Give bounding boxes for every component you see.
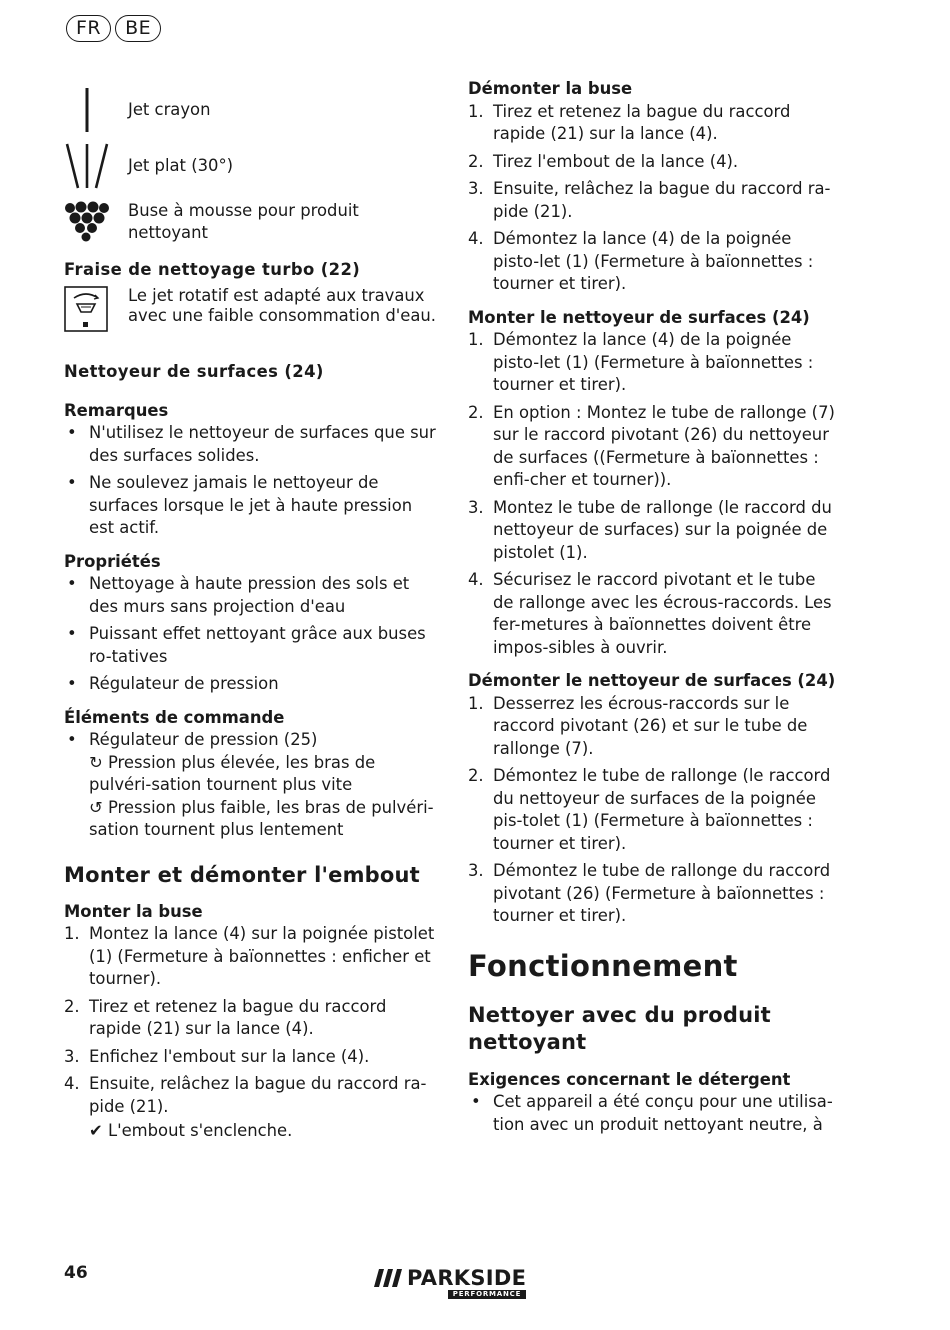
mount-section-title: Monter et démonter l'embout	[64, 862, 420, 887]
unmount-cleaner-title: Démonter le nettoyeur de surfaces (24)	[468, 671, 836, 690]
remarks-title: Remarques	[64, 400, 169, 420]
turbo-nozzle-icon	[64, 286, 128, 341]
mount-result: ✔ L'embout s'enclenche.	[89, 1121, 293, 1140]
list-item: 2. En option : Montez le tube de rallonge (7) sur le raccord pivotant (26) du nettoyeur de surfaces ((Fermeture à baïonnettes : enfi-cher et tourner)).	[468, 402, 835, 489]
list-item: 1. Tirez et retenez la bague du raccord rapide (21) sur la lance (4).	[468, 101, 791, 143]
list-item: • Nettoyage à haute pression des sols et des murs sans projection d'eau	[67, 574, 410, 616]
turbo-title: Fraise de nettoyage turbo (22)	[64, 260, 361, 279]
flat-jet-icon	[64, 140, 128, 192]
nozzle-flat-jet	[64, 138, 436, 194]
mount-cleaner-steps	[468, 329, 840, 659]
list-item: • Puissant effet nettoyant grâce aux buses ro-tatives	[67, 624, 426, 666]
logo-slashes-icon	[374, 1269, 404, 1287]
pencil-jet-icon	[64, 84, 128, 136]
list-item: 2. Démontez le tube de rallonge (le raccord du nettoyeur de surfaces de la poignée pis-tolet (1) (Fermeture à baïonnettes : tourner et tirer).	[468, 766, 831, 853]
unmount-nozzle-title: Démonter la buse	[468, 79, 633, 98]
properties-list	[64, 573, 436, 696]
list-item: 3. Démontez le tube de rallonge du raccord pivotant (26) (Fermeture à baïonnettes : tourner et tirer).	[468, 861, 831, 925]
properties-title: Propriétés	[64, 551, 161, 571]
list-item: • Régulateur de pression (25) ↻ Pression plus élevée, les bras de pulvéri-sation tournent plus vite ↺ Pression plus faible, les bras de pulvéri-sation tournent plus lentement	[67, 730, 434, 839]
mount-nozzle-title: Monter la buse	[64, 901, 203, 921]
list-item: • N'utilisez le nettoyeur de surfaces que sur des surfaces solides.	[67, 423, 436, 465]
controls-list	[64, 729, 436, 842]
country-badge-be: BE	[115, 15, 161, 42]
list-item: 1. Montez la lance (4) sur la poignée pistolet (1) (Fermeture à baïonnettes : enficher et tourner).	[64, 924, 435, 988]
left-column	[64, 78, 436, 1148]
page-number: 46	[64, 1263, 88, 1283]
unmount-nozzle-steps	[468, 101, 840, 296]
unmount-cleaner-steps	[468, 693, 840, 928]
control-cw: ↻ Pression plus élevée, les bras de pulvéri-sation tournent plus vite	[89, 752, 376, 794]
operation-title: Fonctionnement	[468, 948, 738, 983]
surface-cleaner-title: Nettoyeur de surfaces (24)	[64, 362, 324, 381]
operation-subtitle: Nettoyer avec du produit nettoyant	[468, 1002, 771, 1054]
nozzle-label-pencil: Jet crayon	[128, 99, 211, 119]
detergent-req-list	[468, 1091, 840, 1136]
mount-cleaner-title: Monter le nettoyeur de surfaces (24)	[468, 307, 810, 327]
logo-brand: PARKSIDE	[407, 1266, 527, 1290]
turbo-description	[64, 286, 436, 341]
list-item: 4. Ensuite, relâchez la bague du raccord ra-pide (21).	[64, 1074, 427, 1116]
list-item: 3. Ensuite, relâchez la bague du raccord ra-pide (21).	[468, 179, 831, 221]
list-item: 3. Montez le tube de rallonge (le raccord du nettoyeur de surfaces) sur la poignée de pistolet (1).	[468, 497, 832, 562]
turbo-text-line1: Le jet rotatif est adapté aux travaux	[128, 285, 425, 305]
control-ccw: ↺ Pression plus faible, les bras de pulvéri-sation tournent plus lentement	[89, 797, 434, 839]
list-item: 2. Tirez et retenez la bague du raccord rapide (21) sur la lance (4).	[64, 996, 387, 1038]
list-item: 2. Tirez l'embout de la lance (4).	[468, 151, 739, 171]
controls-title: Éléments de commande	[64, 707, 285, 727]
list-item: 4. Démontez la lance (4) de la poignée pisto-let (1) (Fermeture à baïonnettes : tourner et tirer).	[468, 229, 814, 293]
parkside-logo	[374, 1266, 528, 1299]
list-item: 3. Enfichez l'embout sur la lance (4).	[64, 1046, 370, 1066]
remarks-list	[64, 422, 436, 540]
list-item: • Cet appareil a été conçu pour une utilisa-tion avec un produit nettoyant neutre, à	[471, 1092, 833, 1134]
control-main: Régulateur de pression (25)	[89, 730, 318, 749]
mount-nozzle-steps	[64, 923, 436, 1143]
foam-nozzle-icon	[64, 200, 128, 244]
country-badges	[66, 15, 161, 42]
logo-performance: PERFORMANCE	[448, 1290, 526, 1299]
list-item: 4. Sécurisez le raccord pivotant et le tube de rallonge avec les écrous-raccords. Les fer-metures à baïonnettes doivent être impos-sibles à ouvrir.	[468, 570, 832, 657]
right-column	[468, 78, 840, 1141]
turbo-text-line2: avec une faible consommation d'eau.	[128, 305, 436, 325]
list-item: • Régulateur de pression	[67, 674, 279, 693]
nozzle-pencil-jet	[64, 82, 436, 138]
country-badge-fr: FR	[66, 15, 111, 42]
nozzle-foam	[64, 194, 436, 250]
nozzle-label-flat: Jet plat (30°)	[128, 155, 234, 175]
detergent-req-title: Exigences concernant le détergent	[468, 1069, 791, 1089]
list-item: 1. Desserrez les écrous-raccords sur le raccord pivotant (26) et sur le tube de rallonge (7).	[468, 693, 808, 758]
nozzle-label-foam: Buse à mousse pour produit nettoyant	[128, 200, 359, 242]
list-item: 1. Démontez la lance (4) de la poignée pisto-let (1) (Fermeture à baïonnettes : tourner et tirer).	[468, 330, 814, 394]
list-item: • Ne soulevez jamais le nettoyeur de surfaces lorsque le jet à haute pression est actif.	[67, 473, 413, 537]
